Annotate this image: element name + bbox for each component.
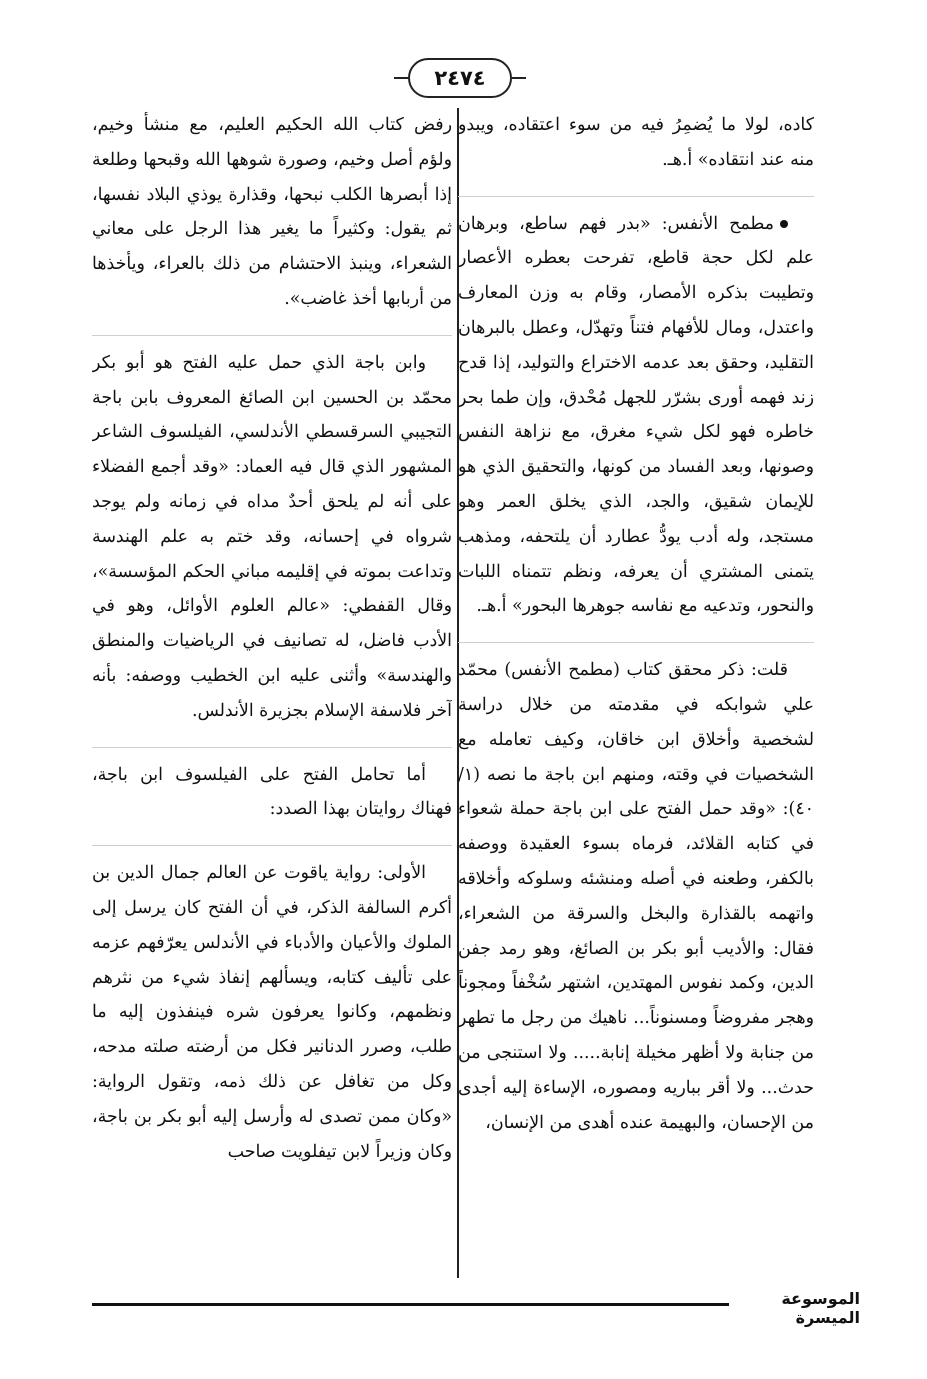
- paragraph-text: مطمح الأنفس: «بدر فهم ساطع، وبرهان علم لكل حجة قاطع، تفرحت بعطره الأعصار وتطيبت بذكره الأمصار، وقام به وزن المعارف واعتدل، ومال للأفهام فتناً وتهدّل، وعطل بالبرهان التقليد، وحقق بعد عدمه الاختراع والتوليد، إذا قدح زند فهمه أورى بشرّر للجهل مُحْدق، وإن طما بحر خاطره فهو لكل شيء مغرق، مع نزاهة النفس وصونها، وبعد الفساد من كونها، والتحقيق الذي هو للإيمان شقيق، والجد، الذي يخلق العمر وهو مستجد، وله أدب يودُّ عطارد أن يلتحفه، ومذهب يتمنى المشتري أن يعرفه، ونظم تتمناه اللبات والنحور، وتدعيه مع نفاسه جوهرها البحور» أ.هـ.: [458, 213, 814, 617]
- paragraph-separator: [92, 835, 452, 846]
- footer-rule: [92, 1303, 729, 1306]
- paragraph-separator: [92, 325, 452, 336]
- bullet-icon: [780, 220, 788, 228]
- paragraph: قلت: ذكر محقق كتاب (مطمح الأنفس) محمّد علي شوابكه في مقدمته من خلال دراسة لشخصية وأخلاق ابن خاقان، وكيف تعامله مع الشخصيات في وقته، ومنهم ابن باجة ما نصه (١/ ٤٠): «وقد حمل الفتح على ابن باجة حملة شعواء في كتابه القلائد، فرماه بسوء العقيدة ووصفه بالكفر، وطعنه في أصله ومنشئه وسلوكه وأخلاقه واتهمه بالقذارة والبخل والسرقة من الشعراء، فقال: والأديب أبو بكر بن الصائغ، وهو رمد جفن الدين، وكمد نفوس المهتدين، اشتهر سُخْفاً ومجوناً وهجر مفروضاً ومسنوناً... ناهيك من رجل ما تطهر من جنابة ولا أظهر مخيلة إنابة..... ولا استنجى من حدث... ولا أقر بباريه ومصوره، الإساءة إليه أجدى من الإحسان، والبهيمة عنده أهدى من الإنسان،: [458, 660, 814, 1133]
- paragraph-separator: [458, 186, 814, 197]
- paragraph: وابن باجة الذي حمل عليه الفتح هو أبو بكر محمّد بن الحسين ابن الصائغ المعروف بابن باجة التجيبي السرقسطي الأندلسي، الفيلسوف الشاعر المشهور الذي قال فيه العماد: «وقد أجمع الفضلاء على أنه لم يلحق أحدٌ مداه في زمانه ولم يوجد شرواه في إحسانه، وقد ختم به علم الهندسة وتداعت بموته في إقليمه مباني الحكم المؤسسة»، وقال القفطي: «عالم العلوم الأوائل، وهو في الأدب فاضل، له تصانيف في الرياضيات والمنطق والهندسة» وأثنى عليه ابن الخطيب ووصفه: بأنه آخر فلاسفة الإسلام بجزيرة الأندلس.: [92, 352, 452, 721]
- right-column: [458, 108, 814, 1248]
- left-column: [92, 108, 452, 1248]
- paragraph: كاده، لولا ما يُضمِرُ فيه من سوء اعتقاده، ويبدو منه عند انتقاده» أ.هـ.: [458, 115, 814, 170]
- paragraph-separator: [458, 632, 814, 643]
- footer-title: الموسوعة الميسرة: [781, 1289, 860, 1327]
- paragraph: أما تحامل الفتح على الفيلسوف ابن باجة، فهناك روايتان بهذا الصدد:: [92, 764, 452, 820]
- paragraph-separator: [92, 737, 452, 748]
- paragraph: الأولى: رواية ياقوت عن العالم جمال الدين بن أكرم السالفة الذكر، في أن الفتح كان يرسل إلى الملوك والأعيان والأدباء في الأندلس يعرّفهم عزمه على تأليف كتابه، ويسألهم إنفاذ شيء من نثرهم ونظمهم، وكانوا يعرفون شره فينفذون إليه ما طلب، وصرر الدنانير فكل من أرضته صلته مدحه، وكل من تغافل عن ذلك ذمه، وتقول الرواية: «وكان ممن تصدى له وأرسل إليه أبو بكر بن باجة، وكان وزيراً لابن تيفلويت صاحب: [92, 863, 452, 1162]
- page-number: ٢٤٧٤: [408, 58, 512, 98]
- paragraph: رفض كتاب الله الحكيم العليم، مع منشأ وخيم، ولؤم أصل وخيم، وصورة شوهها الله وقبحها وطلعة إذا أبصرها الكلب نبحها، وقذارة يوذي البلاد نفسها، ثم يقول: وكثيراً ما يغير هذا الرجل على معاني الشعراء، وينبذ الاحتشام من ذلك بالعراء، ويأخذها من أربابها أخذ غاضب».: [92, 115, 452, 309]
- bullet-paragraph: [458, 207, 814, 625]
